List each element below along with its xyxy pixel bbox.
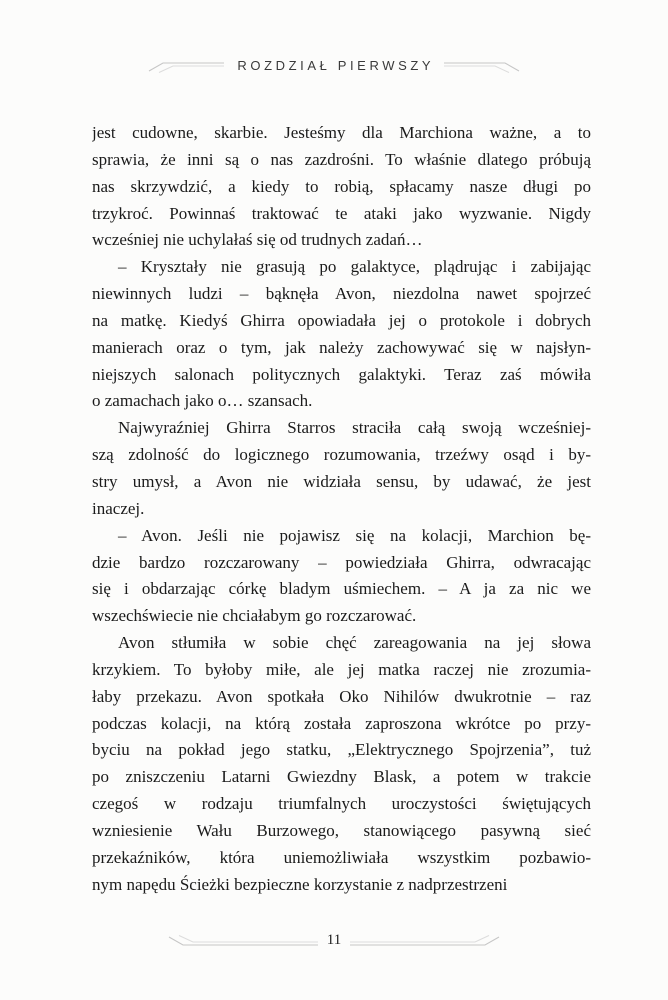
- text-line: nym napędu Ścieżki bezpieczne korzystanie z nadprzestrzeni: [92, 874, 508, 894]
- text-line: wzniesienie Wału Burzowego, stanowiącego pasywną sieć: [92, 820, 591, 840]
- chapter-header: [0, 58, 668, 73]
- footer-flourish-left-icon: [168, 935, 318, 949]
- text-line: podczas kolacji, na którą została zaproszona wkrótce po przy-: [92, 713, 591, 733]
- text-line: dzie bardzo rozczarowany – powiedziała Ghirra, odwracając: [92, 552, 591, 572]
- text-line: Najwyraźniej Ghirra Starros straciła całą swoją wcześniej-: [118, 418, 591, 438]
- text-line: po zniszczeniu Latarni Gwiezdny Blask, a potem w trakcie: [92, 767, 591, 787]
- text-line: wcześniej nie uchylałaś się od trudnych zadań…: [92, 230, 423, 250]
- text-line: szą zdolność do logicznego rozumowania, trzeźwy osąd i by-: [92, 445, 591, 465]
- text-line: o zamachach jako o… szansach.: [92, 391, 313, 411]
- text-line: Avon stłumiła w sobie chęć zareagowania na jej słowa: [118, 633, 591, 653]
- paragraph: [92, 254, 591, 415]
- page-body: [92, 120, 591, 898]
- text-line: przekaźników, która uniemożliwiała wszystkim pozbawio-: [92, 847, 591, 867]
- footer-flourish-right-icon: [350, 935, 500, 949]
- text-line: sprawia, że inni są o nas zazdrośni. To właśnie dlatego próbują: [92, 149, 591, 169]
- text-line: jest cudowne, skarbie. Jesteśmy dla Marchiona ważne, a to: [92, 123, 591, 142]
- text-line: krzykiem. To byłoby miłe, ale jej matka raczej nie zrozumia-: [92, 659, 591, 679]
- text-line: – Avon. Jeśli nie pojawisz się na kolacji, Marchion bę-: [118, 525, 591, 545]
- paragraph: [92, 630, 591, 898]
- text-line: nas skrzywdzić, a kiedy to robią, spłacamy nasze długi po: [92, 176, 591, 196]
- text-line: – Kryształy nie grasują po galaktyce, plądrując i zabijając: [118, 257, 591, 277]
- chapter-title: ROZDZIAŁ PIERWSZY: [237, 58, 435, 73]
- text-line: wszechświecie nie chciałabym go rozczarować.: [92, 606, 417, 626]
- paragraph: [92, 415, 591, 522]
- text-line: na matkę. Kiedyś Ghirra opowiadała jej o protokole i dobrych: [92, 310, 591, 330]
- text-line: inaczej.: [92, 498, 145, 518]
- paragraph: [92, 523, 591, 630]
- page-footer: [0, 933, 668, 950]
- text-line: łaby przekazu. Avon spotkała Oko Nihilów dwukrotnie – raz: [92, 686, 591, 706]
- text-line: trzykroć. Powinnaś traktować te ataki jako wyzwanie. Nigdy: [92, 203, 591, 223]
- paragraph: [92, 120, 591, 254]
- text-line: czegoś w rodzaju triumfalnych uroczystości świętujących: [92, 794, 591, 814]
- text-line: byciu na pokład jego statku, „Elektrycznego Spojrzenia”, tuż: [92, 740, 591, 760]
- text-line: stry umysł, a Avon nie widziała sensu, by udawać, że jest: [92, 471, 591, 491]
- text-line: niejszych salonach politycznych galaktyki. Teraz zaś mówiła: [92, 364, 591, 384]
- page-number: 11: [326, 932, 342, 948]
- text-line: się i obdarzając córkę bladym uśmiechem. – A ja za nic we: [92, 579, 591, 599]
- flourish-right-icon: [444, 59, 520, 73]
- text-line: niewinnych ludzi – bąknęła Avon, niezdolna nawet spojrzeć: [92, 284, 591, 304]
- text-line: manierach oraz o tym, jak należy zachowywać się w najsłyn-: [92, 337, 591, 357]
- flourish-left-icon: [148, 59, 224, 73]
